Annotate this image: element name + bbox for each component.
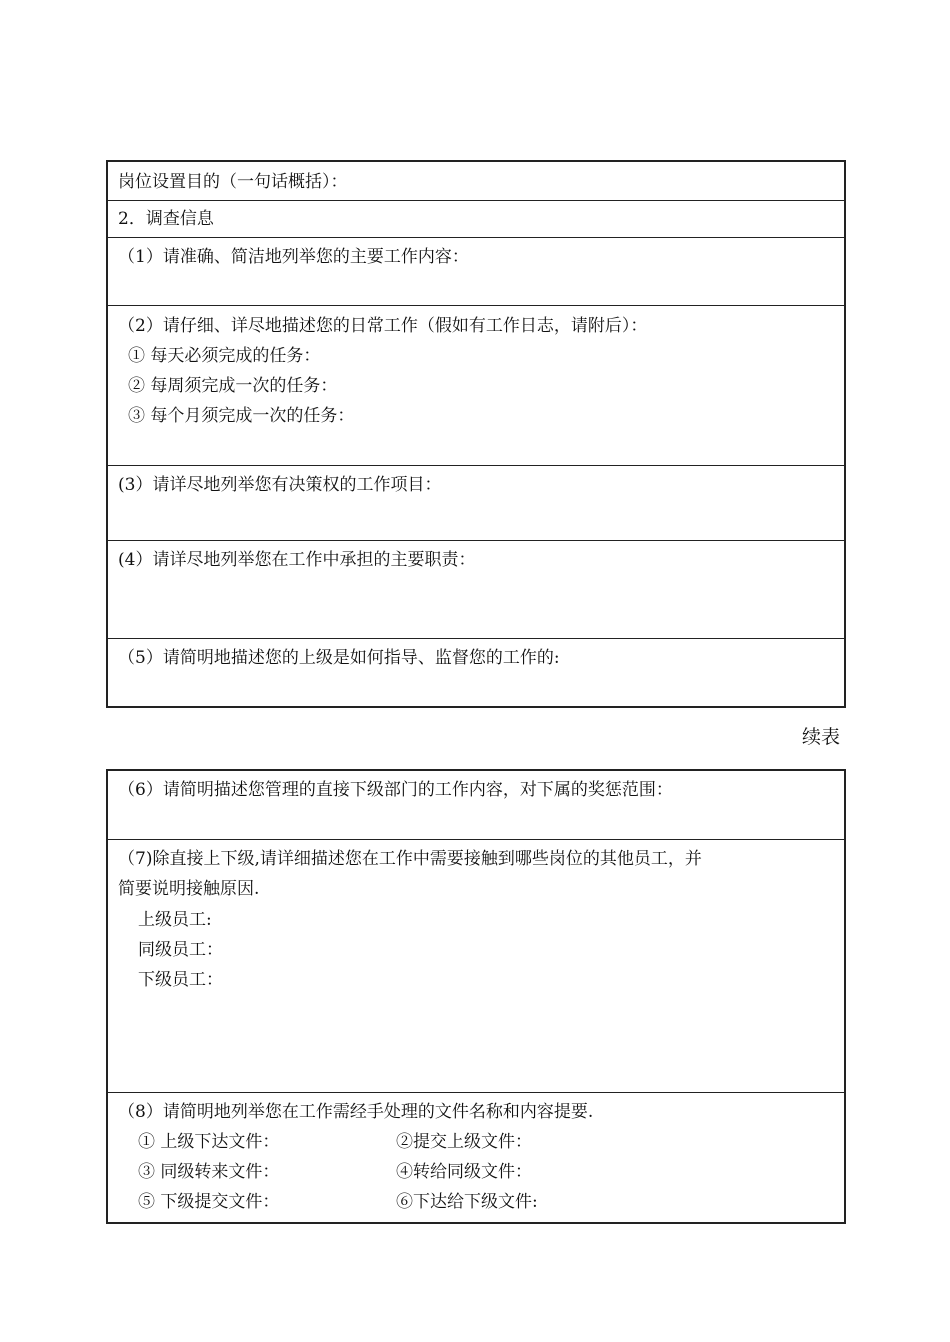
q7-item-superior: 上级员工: <box>138 910 212 930</box>
survey-table-2 <box>106 769 846 1224</box>
row-q7 <box>108 840 844 1093</box>
row-q3 <box>108 466 844 541</box>
q8-item-5: ⑤ 下级提交文件： <box>138 1192 280 1212</box>
q8-item-6: ⑥下达给下级文件: <box>396 1192 538 1212</box>
q6-label: （6）请简明描述您管理的直接下级部门的工作内容，对下属的奖惩范围： <box>118 780 673 800</box>
row-survey-info <box>108 201 844 238</box>
row-q5 <box>108 639 844 706</box>
q2-item-monthly: ③ 每个月须完成一次的任务： <box>128 406 355 426</box>
q4-label: (4）请详尽地列举您在工作中承担的主要职责： <box>118 550 476 570</box>
row-q2 <box>108 306 844 466</box>
survey-info-heading: 2．调查信息 <box>118 209 214 229</box>
q8-item-3: ③ 同级转来文件： <box>138 1162 280 1182</box>
row-position-purpose <box>108 162 844 201</box>
row-q1 <box>108 238 844 306</box>
row-q4 <box>108 541 844 639</box>
q7-item-subordinate: 下级员工： <box>138 970 223 990</box>
q8-label: （8）请简明地列举您在工作需经手处理的文件名称和内容提要. <box>118 1102 594 1122</box>
q7-label-line2: 简要说明接触原因. <box>118 879 260 899</box>
q8-item-4: ④转给同级文件： <box>396 1162 532 1182</box>
q7-label-line1: （7)除直接上下级,请详细描述您在工作中需要接触到哪些岗位的其他员工，并 <box>118 849 702 869</box>
survey-table-1 <box>106 160 846 708</box>
q8-item-2: ②提交上级文件： <box>396 1132 532 1152</box>
q7-item-peer: 同级员工： <box>138 940 223 960</box>
row-q6 <box>108 771 844 840</box>
q8-item-1: ① 上级下达文件： <box>138 1132 280 1152</box>
q3-label: (3）请详尽地列举您有决策权的工作项目： <box>118 475 442 495</box>
q2-item-weekly: ② 每周须完成一次的任务： <box>128 376 338 396</box>
continued-label: 续表 <box>801 726 840 748</box>
q2-item-daily: ① 每天必须完成的任务： <box>128 346 321 366</box>
q1-label: （1）请准确、简洁地列举您的主要工作内容： <box>118 247 469 267</box>
position-purpose-label: 岗位设置目的（一句话概括）： <box>118 172 348 192</box>
row-q8 <box>108 1093 844 1222</box>
q2-label: （2）请仔细、详尽地描述您的日常工作（假如有工作日志，请附后）： <box>118 316 648 336</box>
q5-label: （5）请简明地描述您的上级是如何指导、监督您的工作的: <box>118 648 560 668</box>
